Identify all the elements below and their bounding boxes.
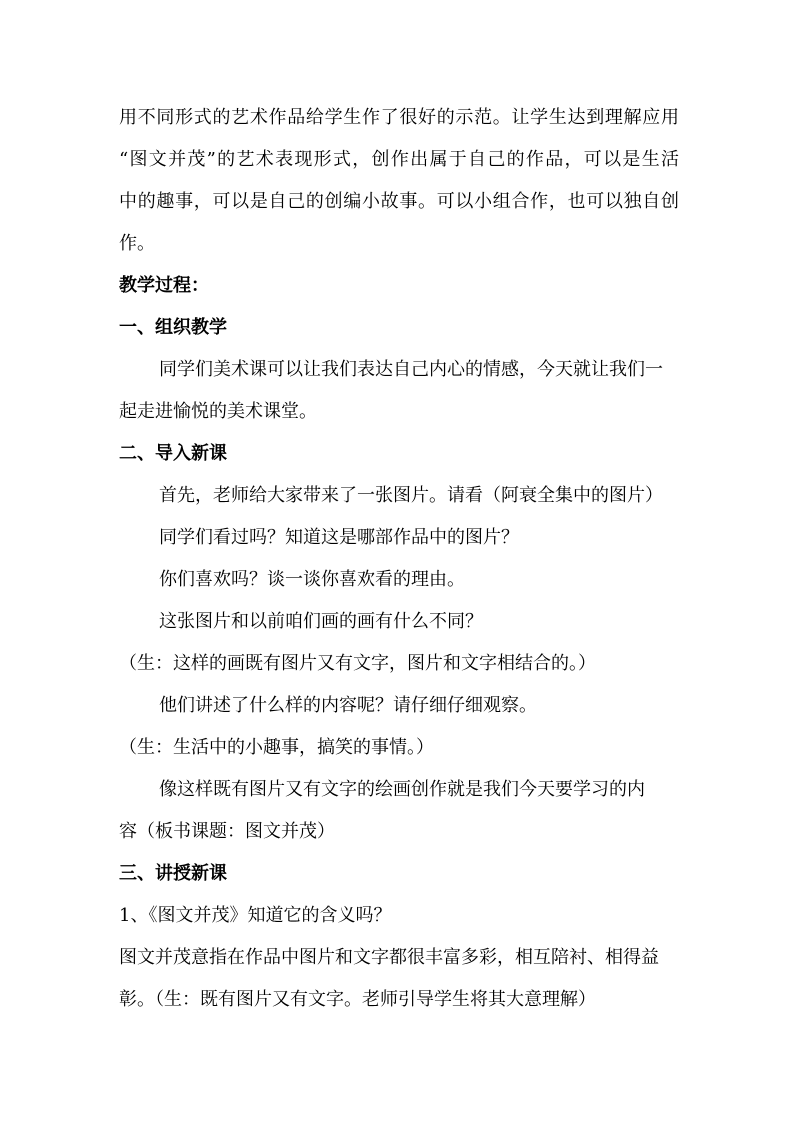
intro-line-3: 中的趣事，可以是自己的创编小故事。可以小组合作，也可以独自创 [119,191,679,212]
new-lesson-line-3: 彰。（生：既有图片又有文字。老师引导学生将其大意理解） [119,989,596,1010]
intro-lesson-line-2: 同学们看过吗？知道这是哪部作品中的图片？ [159,527,519,548]
student-answer-2: （生：生活中的小趣事，搞笑的事情。） [119,737,434,758]
intro-lesson-line-6: 他们讲述了什么样的内容呢？请仔细仔细观察。 [159,695,537,716]
intro-line-4: 作。 [119,233,155,254]
intro-lesson-line-1: 首先，老师给大家带来了一张图片。请看（阿衰全集中的图片） [159,485,663,506]
section-heading-organize: 一、组织教学 [119,317,227,338]
section-heading-intro-lesson: 二、导入新课 [119,443,227,464]
intro-line-2: “图文并茂”的艺术表现形式，创作出属于自己的作品，可以是生活 [119,149,679,170]
intro-lesson-line-9: 容（板书课题：图文并茂） [119,821,335,842]
organize-line-2: 起走进愉悦的美术课堂。 [119,401,317,422]
student-answer-1: （生：这样的画既有图片又有文字，图片和文字相结合的。） [119,653,596,674]
section-heading-process: 教学过程： [119,275,209,296]
intro-lesson-line-3: 你们喜欢吗？谈一谈你喜欢看的理由。 [159,569,465,590]
intro-lesson-line-4: 这张图片和以前咱们画的画有什么不同？ [159,611,483,632]
section-heading-new-lesson: 三、讲授新课 [119,863,227,884]
organize-line-1: 同学们美术课可以让我们表达自己内心的情感，今天就让我们一 [159,359,663,380]
intro-lesson-line-8: 像这样既有图片又有文字的绘画创作就是我们今天要学习的内 [159,779,645,800]
intro-line-1: 用不同形式的艺术作品给学生作了很好的示范。让学生达到理解应用 [119,107,679,128]
new-lesson-line-2: 图文并茂意指在作品中图片和文字都很丰富多彩，相互陪衬、相得益 [119,947,659,968]
new-lesson-line-1: 1、《图文并茂》知道它的含义吗？ [119,905,392,926]
